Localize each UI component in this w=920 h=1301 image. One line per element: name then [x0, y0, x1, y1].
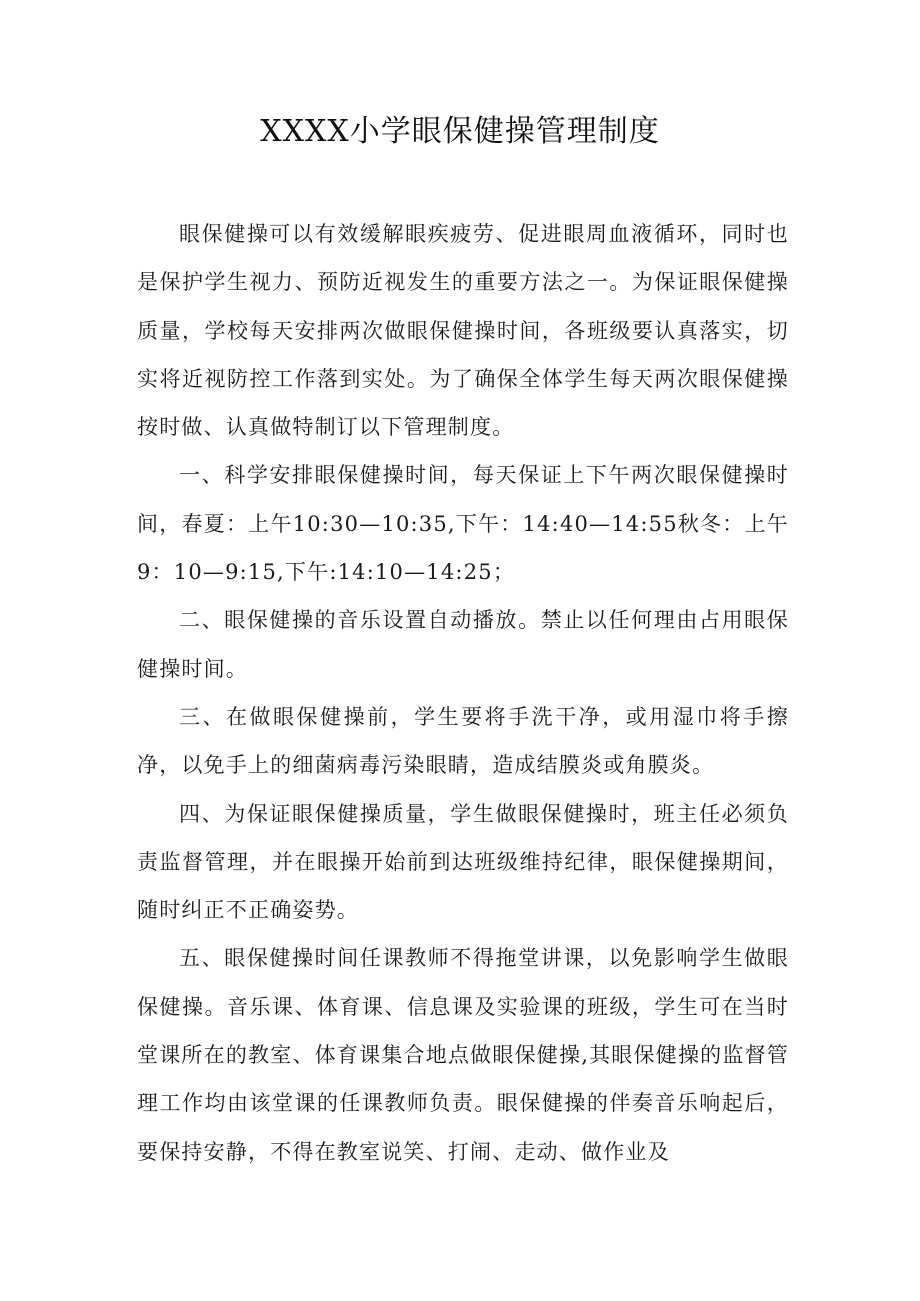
paragraph-rule-4: 四、为保证眼保健操质量，学生做眼保健操时，班主任必须负责监督管理，并在眼操开始前到达班级维持纪律，眼保健操期间，随时纠正不正确姿势。 — [137, 801, 789, 923]
document-body — [137, 210, 789, 1176]
document-title: XXXX小学眼保健操管理制度 — [260, 114, 660, 149]
paragraph-rule-1: 一、科学安排眼保健操时间，每天保证上下午两次眼保健操时间，春夏：上午10:30—10:35,下午：14:40—14:55秋冬：上午9：10—9:15,下午:14:10—14:25； — [137, 463, 789, 585]
paragraph-rule-3: 三、在做眼保健操前，学生要将手洗干净，或用湿巾将手擦净，以免手上的细菌病毒污染眼睛，造成结膜炎或角膜炎。 — [137, 704, 789, 778]
paragraph-intro: 眼保健操可以有效缓解眼疾疲劳、促进眼周血液循环，同时也是保护学生视力、预防近视发生的重要方法之一。为保证眼保健操质量，学校每天安排两次做眼保健操时间，各班级要认真落实，切实将近视防控工作落到实处。为了确保全体学生每天两次眼保健操按时做、认真做特制订以下管理制度。 — [137, 222, 789, 440]
paragraph-rule-2: 二、眼保健操的音乐设置自动播放。禁止以任何理由占用眼保健操时间。 — [137, 608, 789, 681]
paragraph-rule-5: 五、眼保健操时间任课教师不得拖堂讲课，以免影响学生做眼保健操。音乐课、体育课、信息课及实验课的班级，学生可在当时堂课所在的教室、体育课集合地点做眼保健操,其眼保健操的监督管理工作均由该堂课的任课教师负责。眼保健操的伴奏音乐响起后，要保持安静，不得在教室说笑、打闹、走动、做作业及 — [137, 946, 789, 1164]
